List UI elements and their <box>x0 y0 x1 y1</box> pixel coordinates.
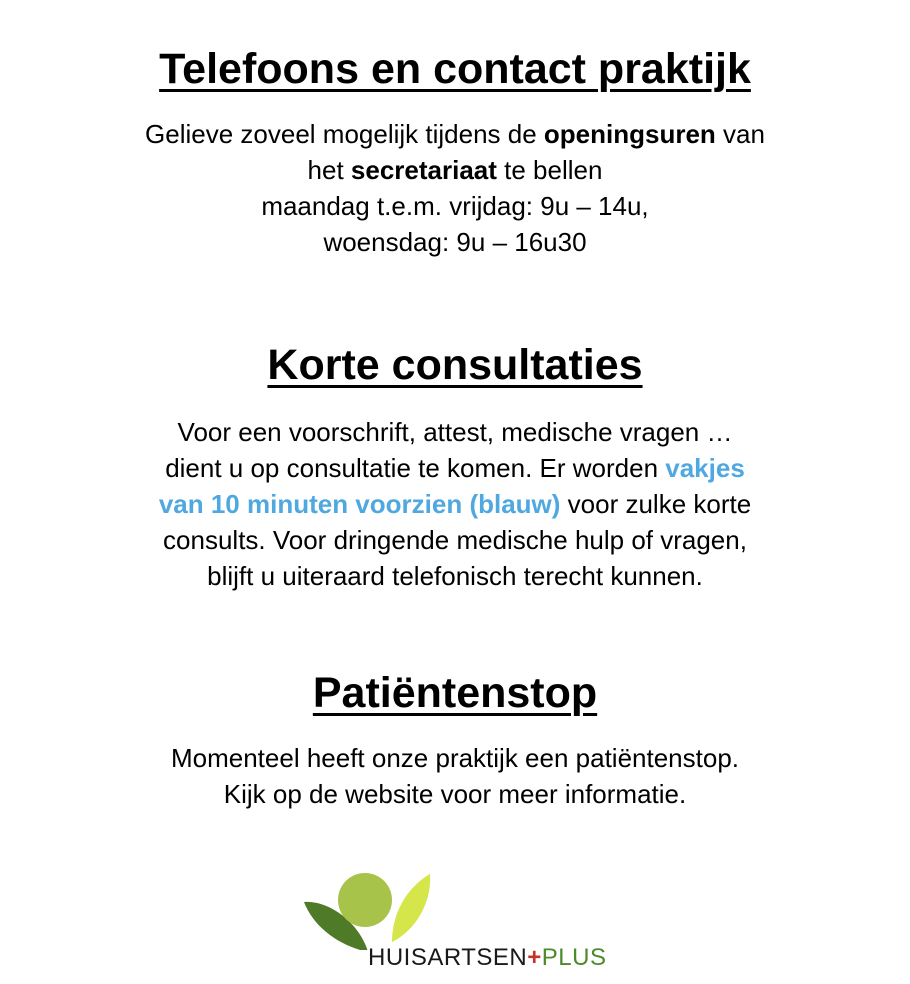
short-consults-line2-a: dient u op consultatie te komen. Er worden <box>165 453 666 483</box>
contact-line1-c: van <box>715 119 765 149</box>
patient-stop-line1: Momenteel heeft onze praktijk een patiëntenstop. <box>170 743 740 773</box>
contact-line3: maandag t.e.m. vrijdag: 9u – 14u, <box>261 191 649 221</box>
light-leaf-icon <box>392 874 430 942</box>
short-consults-line5: blijft u uiteraard telefonisch terecht kunnen. <box>207 561 703 591</box>
short-consults-section <box>0 340 910 594</box>
contact-line1-a: Gelieve zoveel mogelijk tijdens de <box>145 119 544 149</box>
short-consults-line2-b: vakjes <box>665 453 745 483</box>
logo-word-plus: PLUS <box>541 944 607 971</box>
short-consults-line3-a: van 10 minuten voorzien (blauw) <box>158 489 561 519</box>
patient-stop-title: Patiëntenstop <box>312 669 598 717</box>
short-consults-line1: Voor een voorschrift, attest, medische vragen … <box>177 417 733 447</box>
logo-wordmark <box>368 944 606 972</box>
short-consults-title: Korte consultaties <box>267 341 643 389</box>
contact-line2-b: secretariaat <box>350 155 497 185</box>
contact-line2-c: te bellen <box>496 155 603 185</box>
green-circle-icon <box>338 873 392 927</box>
contact-line2-a: het <box>307 155 351 185</box>
contact-title: Telefoons en contact praktijk <box>159 45 751 93</box>
contact-line4: woensdag: 9u – 16u30 <box>323 227 587 257</box>
logo-leaves-icon <box>300 870 620 950</box>
contact-text <box>0 116 910 260</box>
patient-stop-text <box>0 740 910 812</box>
logo-word-huisartsen: HUISARTSEN <box>368 944 528 971</box>
short-consults-line3-b: voor zulke korte <box>560 489 752 519</box>
logo-plus-sign: + <box>527 944 542 971</box>
short-consults-text <box>0 414 910 594</box>
patient-stop-section <box>0 668 910 812</box>
short-consults-line4: consults. Voor dringende medische hulp of vragen, <box>163 525 747 555</box>
contact-line1-b: openingsuren <box>543 119 716 149</box>
contact-section <box>0 44 910 260</box>
patient-stop-line2: Kijk op de website voor meer informatie. <box>223 779 687 809</box>
huisartsen-plus-logo <box>300 870 620 980</box>
